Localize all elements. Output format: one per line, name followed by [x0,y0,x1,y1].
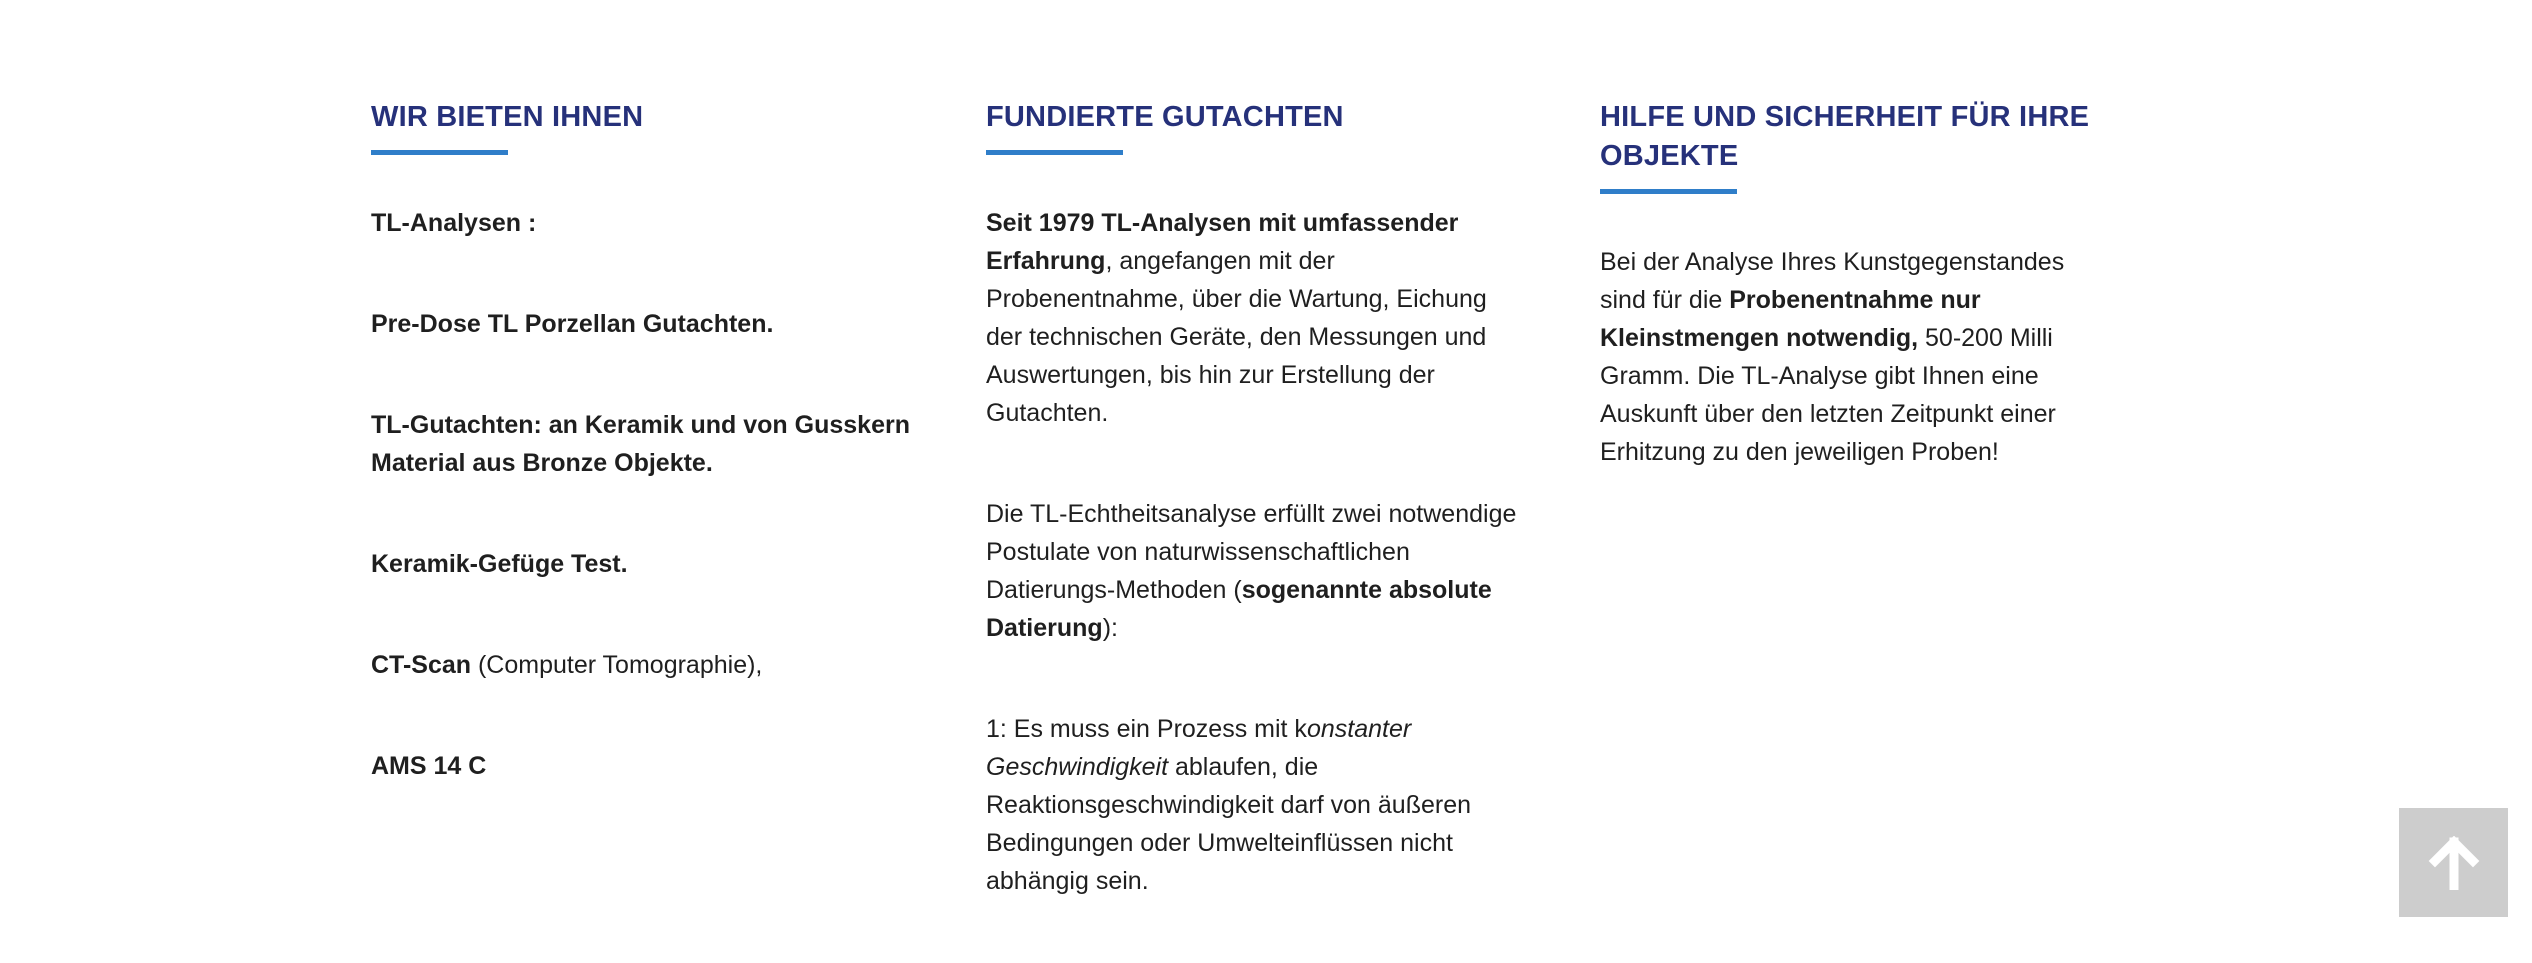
arrow-up-icon [2427,836,2481,890]
heading-underline [1600,189,1737,194]
list-item: Pre-Dose TL Porzellan Gutachten. [371,310,774,338]
list-item: TL-Analysen : [371,209,537,237]
reports-paragraph-1: Seit 1979 TL-Analysen mit umfassender Erfahrung, angefangen mit der Probenentnahme, über die Wartung, Eichung der technischen Geräte, den Messungen und Auswertungen, bis hin zur Erstellung der Gutachten. [986,209,1487,427]
scroll-to-top-button[interactable] [2399,808,2508,917]
reports-column [986,98,1526,963]
help-column [1600,98,2100,471]
help-text [1600,243,2100,471]
list-item: Keramik-Gefüge Test. [371,550,628,578]
list-item: AMS 14 C [371,752,487,780]
offer-column [371,98,911,848]
heading-underline [371,150,508,155]
offer-heading: WIR BIETEN IHNEN [371,101,644,133]
reports-heading: FUNDIERTE GUTACHTEN [986,101,1344,133]
help-paragraph: Bei der Analyse Ihres Kunstgegenstandes sind für die Probenentnahme nur Kleinstmengen notwendig, 50-200 Milli Gramm. Die TL-Analyse gibt Ihnen eine Auskunft über den letzten Zeitpunkt einer Erhitzung zu den jeweiligen Proben! [1600,248,2065,466]
reports-paragraph-3: 1: Es muss ein Prozess mit konstanter Geschwindigkeit ablaufen, die Reaktionsgeschwindigkeit darf von äußeren Bedingungen oder Umwelteinflüssen nicht abhängig sein. [986,715,1471,895]
help-heading: HILFE UND SICHERHEIT FÜR IHRE OBJEKTE [1600,101,2090,172]
reports-text [986,204,1526,900]
heading-underline [986,150,1123,155]
list-item: TL-Gutachten: an Keramik und von Gusskern Material aus Bronze Objekte. [371,411,910,477]
offer-list [371,204,911,785]
reports-paragraph-2: Die TL-Echtheitsanalyse erfüllt zwei notwendige Postulate von naturwissenschaftlichen Datierungs-Methoden (sogenannte absolute Datierung): [986,500,1517,642]
list-item: CT-Scan (Computer Tomographie), [371,651,763,679]
